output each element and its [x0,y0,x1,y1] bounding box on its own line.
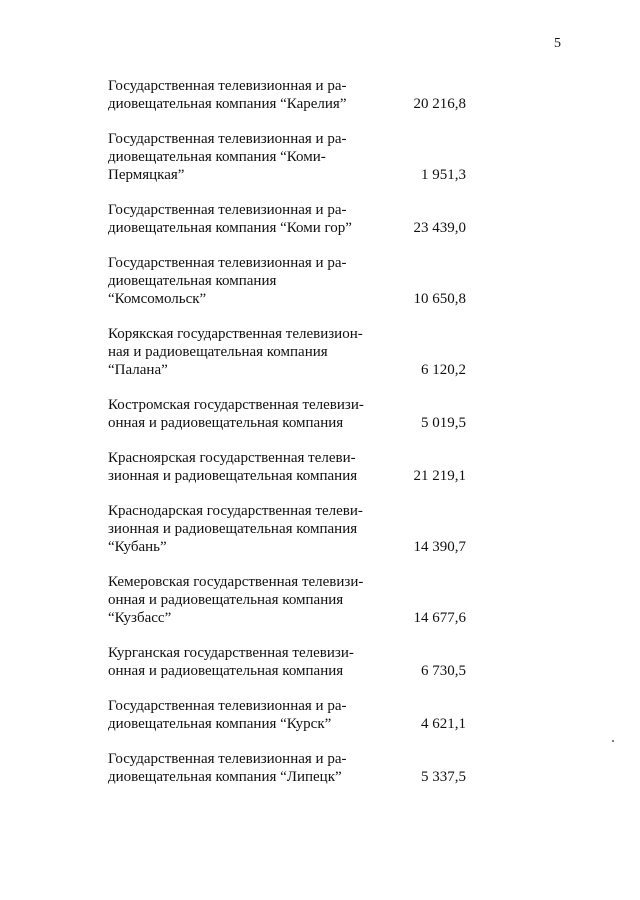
company-name-line: Государственная телевизионная и ра- [108,255,347,271]
amount-value: 6 730,5 [421,663,466,679]
company-name-line: онная и радиовещательная компания [108,663,344,679]
company-name-line: зионная и радиовещательная компания [108,521,358,537]
list-item [108,77,480,113]
amount-value: 5 337,5 [421,769,466,785]
company-name-line: Государственная телевизионная и ра- [108,78,347,94]
company-name [108,644,376,680]
company-name [108,750,376,786]
company-name [108,254,376,308]
company-name [108,697,376,733]
company-name-line: диовещательная компания “Коми гор” [108,220,352,236]
company-name [108,130,376,184]
list-item [108,502,480,556]
company-name-line: ная и радиовещательная компания [108,344,328,360]
company-name-line: Государственная телевизионная и ра- [108,751,347,767]
company-name [108,502,376,556]
company-name-line: Кемеровская государственная телевизи- [108,574,364,590]
company-name-line: Государственная телевизионная и ра- [108,202,347,218]
list-item [108,750,480,786]
amount-value: 14 677,6 [413,610,466,626]
list-item [108,254,480,308]
company-name [108,573,376,627]
scan-speck [612,740,614,742]
company-name-line: Государственная телевизионная и ра- [108,698,347,714]
company-name-line: диовещательная компания “Карелия” [108,96,347,112]
company-name-line: Костромская государственная телевизи- [108,397,364,413]
company-name-line: Корякская государственная телевизион- [108,326,363,342]
amount-value: 23 439,0 [413,220,466,236]
company-name-line: онная и радиовещательная компания [108,592,344,608]
list-item [108,697,480,733]
amount-value: 6 120,2 [421,362,466,378]
list-item [108,644,480,680]
company-name [108,325,376,379]
list-item [108,396,480,432]
amount-value: 14 390,7 [413,539,466,555]
company-name [108,201,376,237]
list-item [108,130,480,184]
amount-value: 1 951,3 [421,167,466,183]
list-item [108,573,480,627]
amount-value: 4 621,1 [421,716,466,732]
company-name [108,449,376,485]
company-name-line: диовещательная компания “Коми- [108,149,326,165]
entries-list [108,77,480,803]
company-name-line: Пермяцкая” [108,167,185,183]
company-name [108,77,376,113]
company-name-line: “Кузбасс” [108,610,172,626]
amount-value: 10 650,8 [413,291,466,307]
amount-value: 20 216,8 [413,96,466,112]
list-item [108,201,480,237]
list-item [108,325,480,379]
amount-value: 21 219,1 [413,468,466,484]
company-name-line: диовещательная компания “Курск” [108,716,332,732]
company-name-line: Красноярская государственная телеви- [108,450,356,466]
company-name-line: Краснодарская государственная телеви- [108,503,363,519]
company-name-line: “Комсомольск” [108,291,207,307]
company-name-line: диовещательная компания “Липецк” [108,769,342,785]
company-name-line: онная и радиовещательная компания [108,415,344,431]
list-item [108,449,480,485]
company-name-line: зионная и радиовещательная компания [108,468,358,484]
company-name-line: диовещательная компания [108,273,277,289]
company-name-line: “Кубань” [108,539,167,555]
page-number: 5 [554,36,561,51]
company-name-line: “Палана” [108,362,168,378]
company-name [108,396,376,432]
amount-value: 5 019,5 [421,415,466,431]
company-name-line: Государственная телевизионная и ра- [108,131,347,147]
company-name-line: Курганская государственная телевизи- [108,645,354,661]
